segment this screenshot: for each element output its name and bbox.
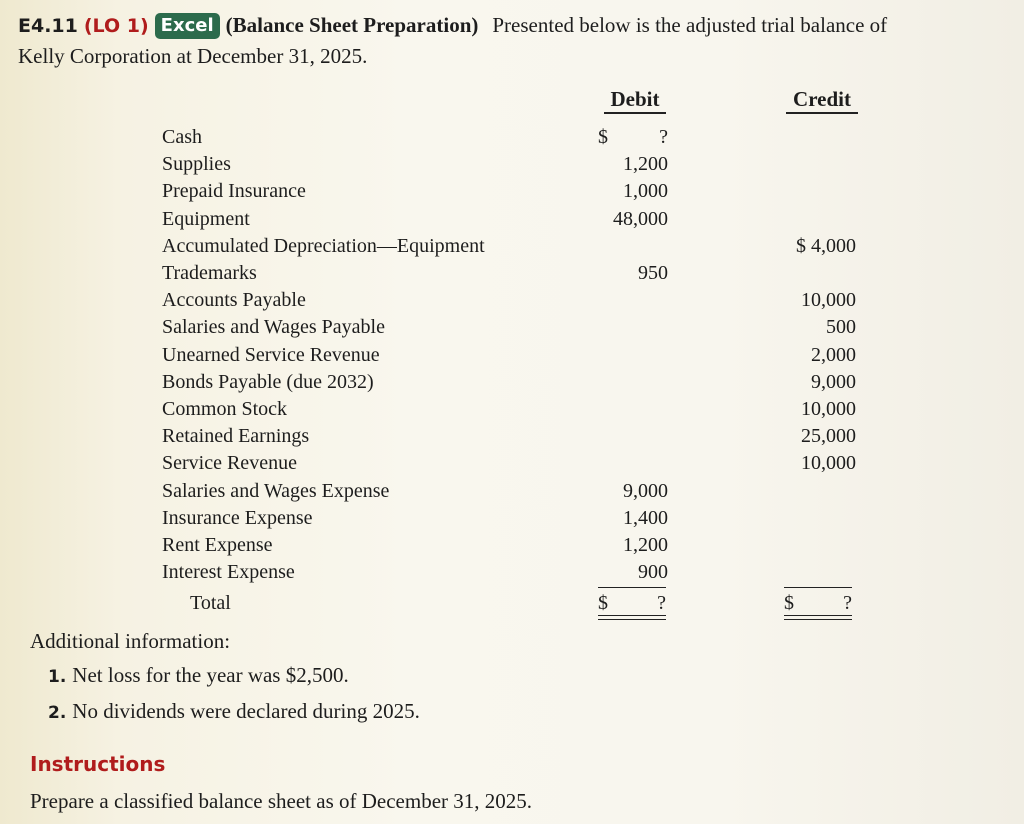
credit-amount: 500: [826, 316, 856, 339]
account-name: Equipment: [162, 207, 250, 230]
total-row: [0, 590, 1024, 617]
table-row: [0, 396, 1024, 423]
item-text: No dividends were declared during 2025.: [72, 699, 420, 723]
table-row: [0, 423, 1024, 450]
item-text: Net loss for the year was $2,500.: [72, 663, 349, 687]
additional-info-item: [48, 698, 420, 726]
account-name: Retained Earnings: [162, 425, 310, 448]
item-number: 1.: [48, 667, 67, 687]
table-row: [0, 178, 1024, 205]
debit-column-header: Debit: [604, 86, 666, 114]
item-number: 2.: [48, 703, 67, 723]
account-name: Trademarks: [162, 262, 257, 284]
exercise-number: E4.11: [18, 15, 78, 37]
debit-amount: 9,000: [623, 479, 668, 502]
account-name: Prepaid Insurance: [162, 180, 306, 203]
account-name: Accounts Payable: [162, 289, 306, 312]
account-name: Rent Expense: [162, 534, 273, 556]
credit-amount: $ 4,000: [796, 234, 856, 257]
table-row: [0, 478, 1024, 505]
exercise-title: (Balance Sheet Preparation): [225, 13, 479, 37]
table-row: [0, 342, 1024, 369]
additional-info-item: [48, 662, 349, 690]
debit-total: ?: [657, 592, 666, 614]
table-row: [0, 124, 1024, 151]
account-name: Salaries and Wages Payable: [162, 316, 385, 339]
credit-total-double-rule: [784, 615, 852, 620]
excel-badge: Excel: [155, 13, 220, 39]
table-row: [0, 559, 1024, 586]
total-label: Total: [190, 592, 231, 614]
debit-amount: 1,200: [623, 153, 668, 176]
instructions-text: Prepare a classified balance sheet as of December 31, 2025.: [30, 789, 533, 813]
table-row: [0, 260, 1024, 287]
credit-column-header: Credit: [786, 86, 858, 114]
debit-amount: 1,200: [623, 534, 668, 556]
table-row: [0, 206, 1024, 233]
table-row: [0, 450, 1024, 477]
credit-subtotal-rule: [784, 587, 852, 588]
table-row: [0, 233, 1024, 260]
exercise-header: [18, 10, 1008, 71]
credit-amount: 10,000: [801, 398, 856, 420]
table-row: [0, 505, 1024, 532]
debit-amount: 950: [638, 262, 668, 284]
debit-amount: 1,000: [623, 180, 668, 203]
table-row: [0, 532, 1024, 559]
credit-total-dollar-sign: $: [784, 592, 794, 614]
exercise-intro-line2: Kelly Corporation at December 31, 2025.: [18, 44, 368, 68]
debit-amount: ?: [659, 126, 668, 148]
debit-amount: 900: [638, 561, 668, 584]
debit-subtotal-rule: [598, 587, 666, 588]
credit-amount: 10,000: [801, 452, 856, 475]
credit-amount: 25,000: [801, 425, 856, 448]
credit-amount: 2,000: [811, 343, 856, 366]
learning-objective: (LO 1): [83, 15, 149, 37]
table-row: [0, 314, 1024, 341]
debit-total-dollar-sign: $: [598, 592, 608, 614]
debit-amount: 1,400: [623, 506, 668, 529]
table-row: [0, 287, 1024, 314]
debit-dollar-sign: $: [598, 126, 608, 148]
additional-info-heading: Additional information:: [30, 629, 231, 653]
account-name: Interest Expense: [162, 561, 295, 584]
credit-amount: 10,000: [801, 289, 856, 312]
debit-amount: 48,000: [613, 207, 668, 230]
instructions-heading: Instructions: [30, 752, 166, 776]
account-name: Service Revenue: [162, 452, 297, 475]
account-name: Salaries and Wages Expense: [162, 479, 390, 502]
credit-amount: 9,000: [811, 370, 856, 393]
account-name: Insurance Expense: [162, 506, 313, 529]
account-name: Supplies: [162, 153, 231, 176]
account-name: Cash: [162, 126, 202, 148]
account-name: Accumulated Depreciation—Equipment: [162, 234, 485, 257]
account-name: Common Stock: [162, 398, 288, 420]
credit-total: ?: [843, 592, 852, 614]
account-name: Unearned Service Revenue: [162, 343, 380, 366]
debit-total-double-rule: [598, 615, 666, 620]
account-name: Bonds Payable (due 2032): [162, 370, 374, 393]
table-row: [0, 151, 1024, 178]
exercise-intro-line1: Presented below is the adjusted trial balance of: [492, 13, 888, 37]
table-row: [0, 369, 1024, 396]
